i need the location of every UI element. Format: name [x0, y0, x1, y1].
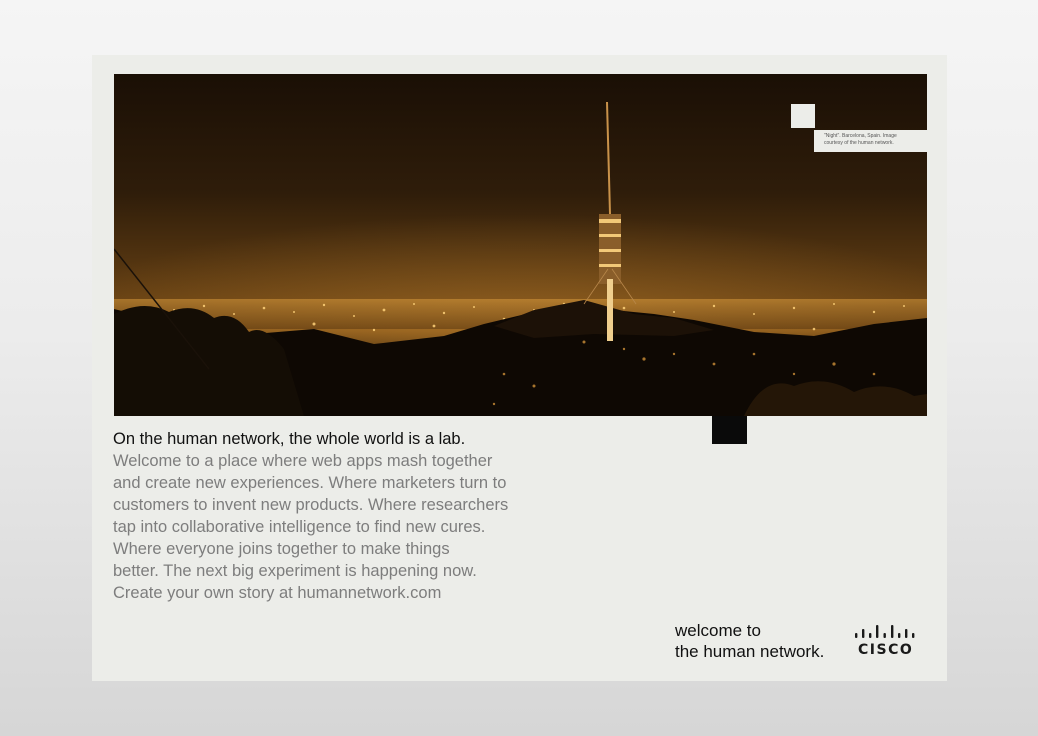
body-line: and create new experiences. Where marketers turn to	[113, 474, 507, 492]
tagline	[675, 620, 824, 662]
body-line: customers to invent new products. Where researchers	[113, 496, 509, 514]
ad-copy	[113, 428, 543, 604]
black-square-accent	[712, 416, 747, 444]
headline: On the human network, the whole world is a lab.	[113, 430, 466, 448]
body-line: tap into collaborative intelligence to find new cures.	[113, 518, 486, 536]
photo-caption	[814, 130, 927, 152]
cisco-logo	[852, 625, 918, 661]
advertisement-card	[92, 55, 947, 681]
caption-square	[791, 104, 815, 128]
tagline-line-2: the human network.	[675, 642, 825, 661]
tagline-line-1: welcome to	[675, 621, 761, 640]
body-line: Create your own story at humannetwork.com	[113, 584, 442, 602]
body-line: Welcome to a place where web apps mash together	[113, 452, 493, 470]
cisco-bridge-bars-icon	[854, 625, 916, 641]
body-line: Where everyone joins together to make things	[113, 540, 450, 558]
caption-line-1: "Night". Barcelona, Spain. Image	[824, 133, 897, 139]
body-line: better. The next big experiment is happening now.	[113, 562, 477, 580]
barcelona-night-photo	[114, 74, 927, 416]
cisco-wordmark: CISCO	[858, 642, 914, 658]
caption-line-2: courtesy of the human network.	[824, 139, 894, 146]
